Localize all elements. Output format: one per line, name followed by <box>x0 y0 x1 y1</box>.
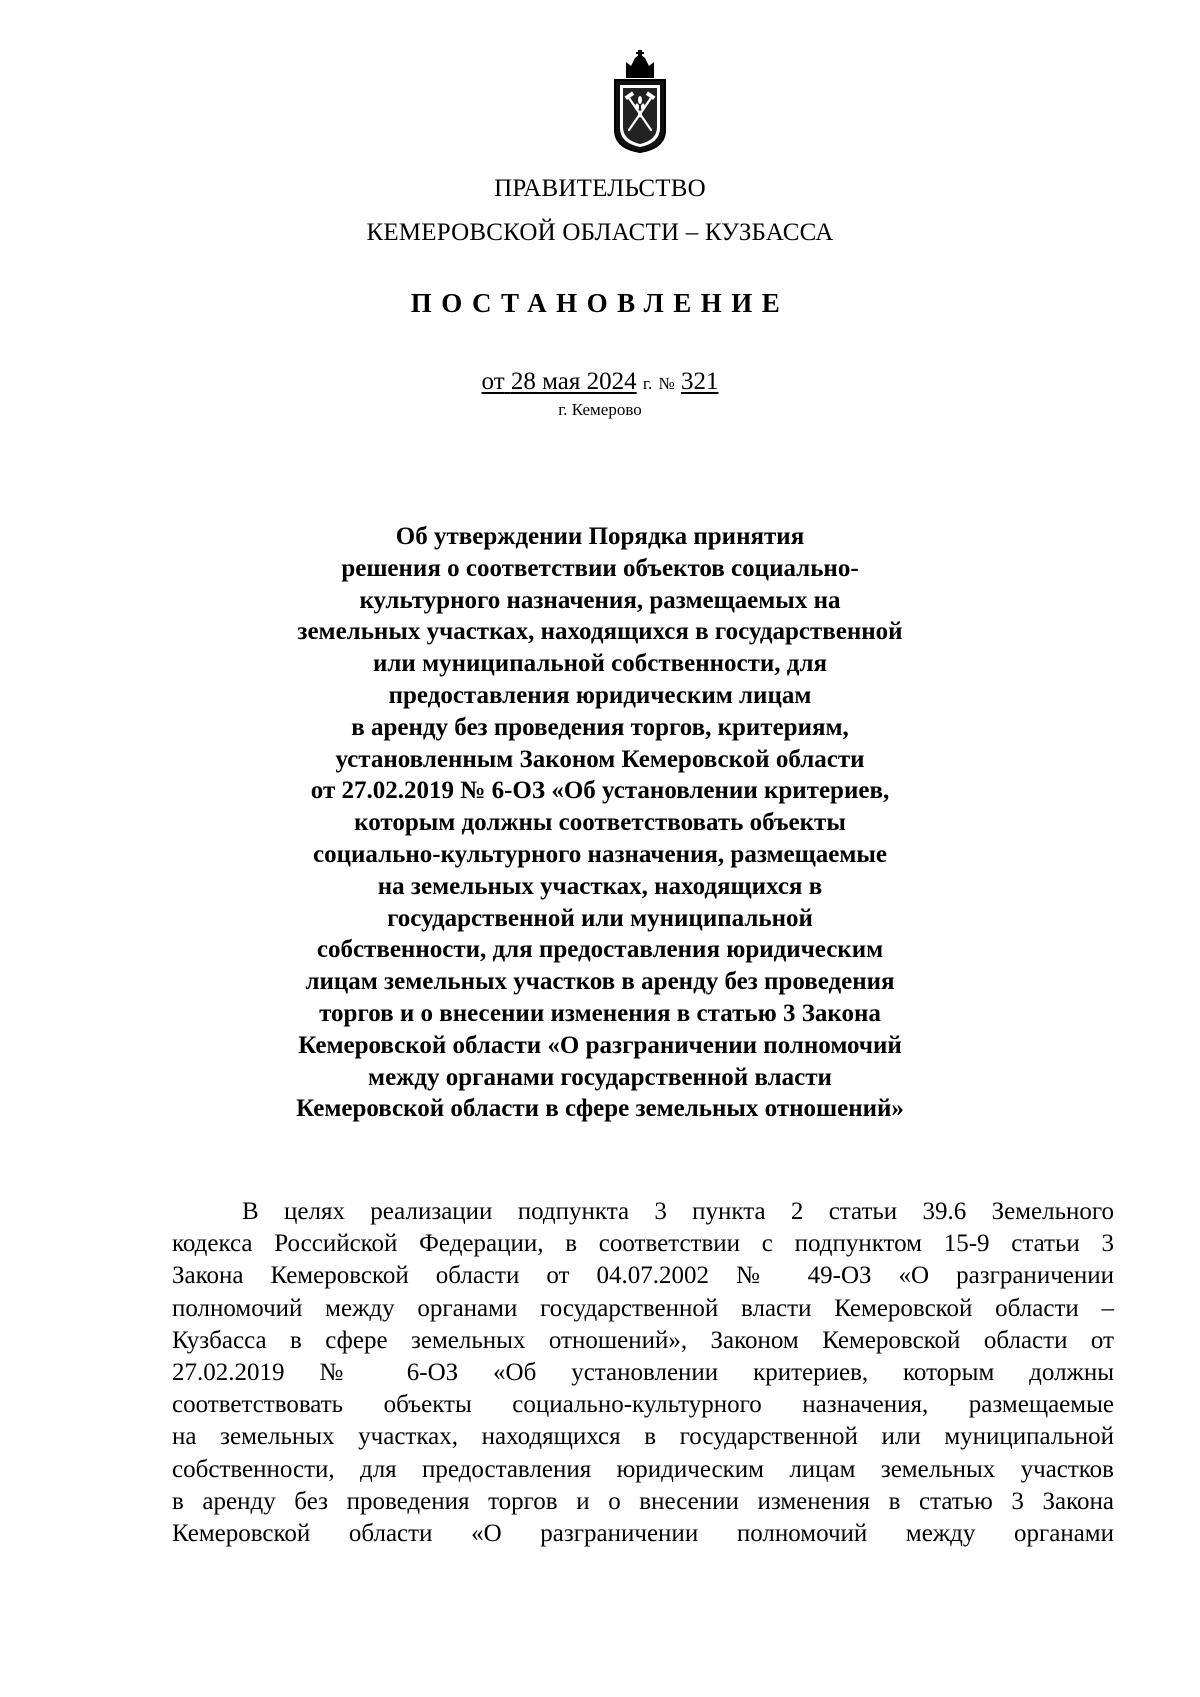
body-line: полномочий между органами государственной власти Кемеровской области – <box>172 1294 1114 1322</box>
title-line: собственности, для предоставления юридическим <box>316 936 884 964</box>
year-suffix: г. <box>642 374 653 393</box>
title-line: между органами государственной власти <box>368 1063 832 1091</box>
organization-line-1: ПРАВИТЕЛЬСТВО <box>494 175 706 202</box>
title-line: в аренду без проведения торгов, критериям, <box>351 713 849 741</box>
place-of-issue: г. Кемерово <box>558 400 642 419</box>
title-line: социально-культурного назначения, размещаемые <box>312 840 887 868</box>
date-value: 28 мая 2024 <box>510 368 637 395</box>
document-number: 321 <box>680 368 719 395</box>
body-line: Кузбасса в сфере земельных отношений», Законом Кемеровской области от <box>172 1326 1114 1354</box>
body-line: собственности, для предоставления юридическим лицам земельных участков <box>172 1455 1114 1483</box>
document-title <box>270 521 930 1125</box>
body-line: 27.02.2019 № 6-ОЗ «Об установлении критериев, которым должны <box>172 1359 1114 1387</box>
body-line: на земельных участках, находящихся в государственной или муниципальной <box>172 1423 1114 1451</box>
title-line: государственной или муниципальной <box>387 904 813 932</box>
body-line: В целях реализации подпункта 3 пункта 2 статьи 39.6 Земельного <box>242 1198 1114 1225</box>
title-line: Кемеровской области в сфере земельных отношений» <box>296 1095 904 1123</box>
body-line: соответствовать объекты социально-культурного назначения, размещаемые <box>172 1391 1114 1419</box>
title-line: Об утверждении Порядка принятия <box>395 523 805 550</box>
body-line: Кемеровской области «О разграничении полномочий между органами <box>172 1520 1114 1548</box>
title-line: лицам земельных участков в аренду без проведения <box>305 968 895 996</box>
title-line: решения о соответствии объектов социально- <box>341 554 859 582</box>
title-line: Кемеровской области «О разграничении полномочий <box>298 1031 902 1059</box>
document-type-heading: ПОСТАНОВЛЕНИЕ <box>410 288 790 318</box>
title-line: земельных участках, находящихся в государственной <box>297 618 903 646</box>
date-prefix: от <box>481 368 505 395</box>
title-line: или муниципальной собственности, для <box>372 650 828 678</box>
title-line: предоставления юридическим лицам <box>388 681 812 709</box>
date-field <box>482 368 637 395</box>
title-line: установленным Законом Кемеровской области <box>335 745 865 773</box>
title-line: от 27.02.2019 № 6-ОЗ «Об установлении критериев, <box>310 777 890 805</box>
number-sign: № <box>658 374 675 393</box>
body-paragraph <box>172 1196 1114 1550</box>
body-line: в аренду без проведения торгов и о внесении изменения в статью 3 Закона <box>172 1487 1114 1515</box>
organization-line-2: КЕМЕРОВСКОЙ ОБЛАСТИ – КУЗБАССА <box>366 219 834 246</box>
title-line: на земельных участках, находящихся в <box>377 872 823 900</box>
body-line: кодекса Российской Федерации, в соответствии с подпунктом 15-9 статьи 3 <box>172 1230 1114 1258</box>
title-line: торгов и о внесении изменения в статью 3 Закона <box>319 999 881 1027</box>
date-number-line <box>0 367 1200 399</box>
title-line: культурного назначения, размещаемых на <box>359 586 841 614</box>
title-line: которым должны соответствовать объекты <box>354 809 846 837</box>
coat-of-arms-emblem <box>612 50 668 154</box>
body-line: Закона Кемеровской области от 04.07.2002 № 49-ОЗ «О разграничении <box>172 1262 1114 1290</box>
